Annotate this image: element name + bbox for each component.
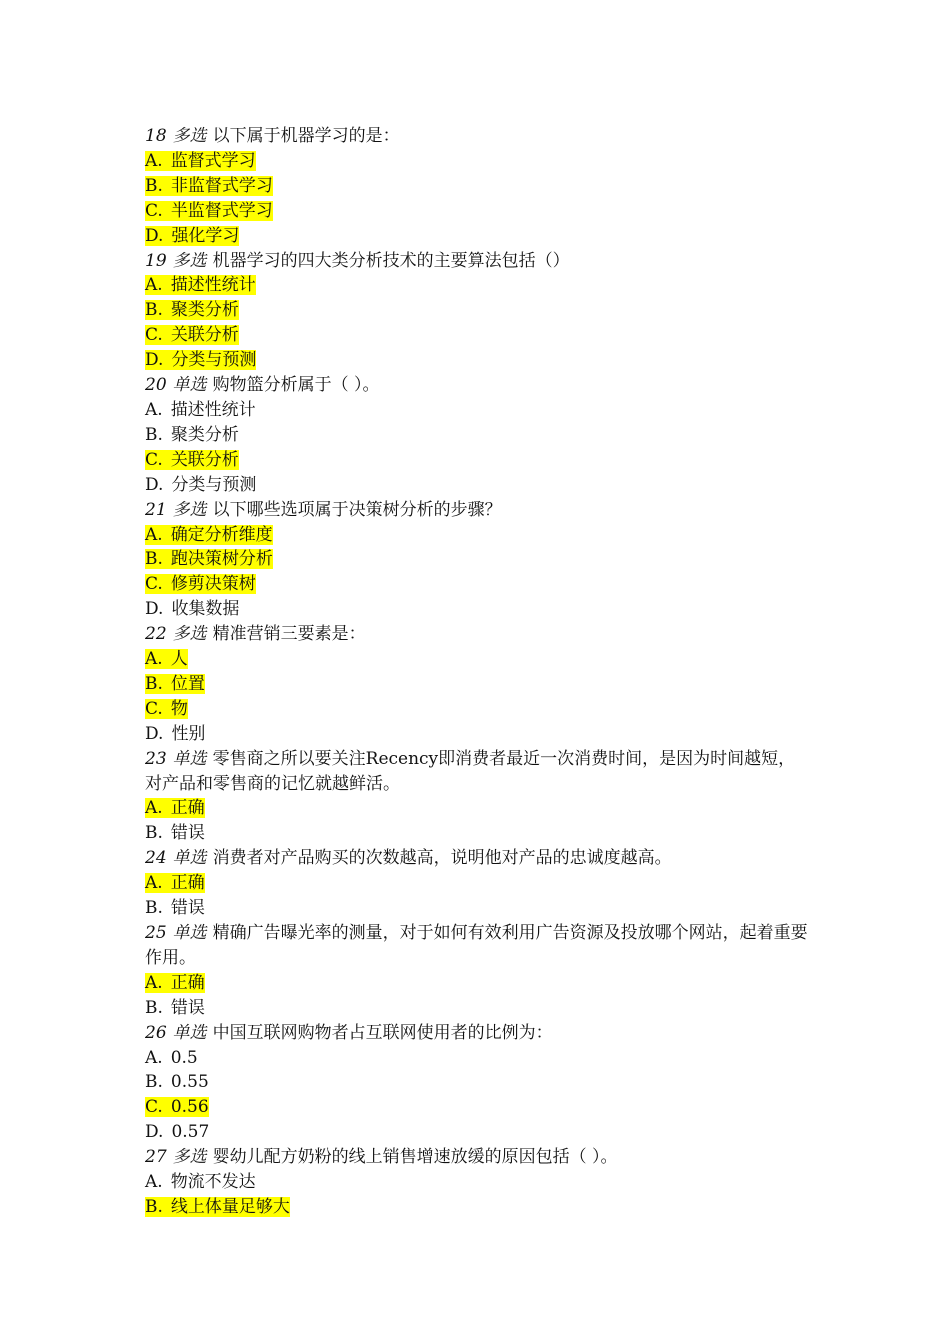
question-header [145, 1021, 810, 1046]
question-21 [145, 498, 825, 623]
question-text: 机器学习的四大类分析技术的主要算法包括（） [212, 250, 570, 271]
option-a: A. 正确 [145, 873, 205, 894]
question-20 [145, 373, 825, 498]
question-type: 单选 [172, 1022, 207, 1043]
option-d: D. 性别 [145, 723, 206, 744]
quiz-page [145, 124, 825, 1220]
option-a: A. 描述性统计 [145, 399, 256, 420]
question-header [145, 373, 810, 398]
question-18 [145, 124, 825, 249]
question-number: 27 [145, 1147, 167, 1168]
question-27 [145, 1145, 825, 1220]
question-text: 精准营销三要素是： [212, 624, 366, 645]
option-c: C. 关联分析 [145, 449, 239, 470]
question-text: 以下属于机器学习的是： [212, 126, 400, 146]
option-d: D. 收集数据 [145, 599, 240, 620]
question-type: 多选 [172, 126, 207, 146]
question-23 [145, 747, 825, 847]
question-26 [145, 1021, 825, 1146]
question-header [145, 846, 810, 871]
option-a: A. 正确 [145, 798, 205, 819]
question-number: 19 [145, 250, 167, 271]
option-b: B. 错误 [145, 823, 205, 844]
question-number: 20 [145, 375, 167, 396]
question-number: 25 [145, 923, 167, 943]
question-text: 精确广告曝光率的测量，对于如何有效利用广告资源及投放哪个网站，起着重要作用。 [145, 923, 808, 968]
question-25 [145, 921, 825, 1021]
option-a: A. 物流不发达 [145, 1172, 256, 1193]
question-text: 中国互联网购物者占互联网使用者的比例为： [212, 1022, 553, 1043]
question-number: 24 [145, 848, 167, 869]
option-b: B. 跑决策树分析 [145, 549, 273, 570]
question-number: 22 [145, 624, 167, 645]
option-a: A. 人 [145, 649, 188, 670]
question-header [145, 498, 810, 523]
option-b: B. 聚类分析 [145, 424, 239, 445]
question-number: 23 [145, 748, 167, 769]
option-d: D. 0.57 [145, 1122, 210, 1143]
question-22 [145, 622, 825, 747]
question-type: 单选 [172, 923, 207, 943]
option-d: D. 强化学习 [145, 225, 240, 246]
option-d: D. 分类与预测 [145, 350, 257, 371]
option-a: A. 正确 [145, 972, 205, 993]
question-text: 婴幼儿配方奶粉的线上销售增速放缓的原因包括（ ）。 [212, 1147, 618, 1168]
question-header [145, 1145, 810, 1170]
option-b: B. 错误 [145, 997, 205, 1018]
question-text: 消费者对产品购买的次数越高，说明他对产品的忠诚度越高。 [212, 848, 672, 869]
question-type: 多选 [172, 499, 207, 520]
option-b: B. 线上体量足够大 [145, 1196, 290, 1217]
option-c: C. 关联分析 [145, 325, 239, 346]
question-number: 21 [145, 499, 167, 520]
option-b: B. 0.55 [145, 1072, 209, 1093]
option-c: C. 0.56 [145, 1097, 209, 1118]
question-type: 多选 [172, 624, 207, 645]
question-19 [145, 249, 825, 374]
question-number: 18 [145, 126, 167, 146]
question-header [145, 622, 810, 647]
option-a: A. 确定分析维度 [145, 524, 273, 545]
question-text: 零售商之所以要关注Recency即消费者最近一次消费时间，是因为时间越短，对产品和零售商的记忆就越鲜活。 [145, 748, 796, 794]
question-header [145, 921, 810, 971]
question-type: 单选 [172, 748, 207, 769]
option-d: D. 分类与预测 [145, 474, 257, 495]
question-type: 多选 [172, 250, 207, 271]
question-type: 单选 [172, 375, 207, 396]
question-header [145, 747, 810, 797]
option-b: B. 错误 [145, 898, 205, 919]
option-b: B. 聚类分析 [145, 300, 239, 321]
option-c: C. 半监督式学习 [145, 200, 273, 221]
option-a: A. 监督式学习 [145, 150, 256, 171]
option-b: B. 位置 [145, 673, 205, 694]
question-24 [145, 846, 825, 921]
option-b: B. 非监督式学习 [145, 175, 273, 196]
question-type: 多选 [172, 1147, 207, 1168]
option-c: C. 修剪决策树 [145, 574, 256, 595]
question-header [145, 124, 810, 149]
option-a: A. 0.5 [145, 1047, 198, 1068]
question-header [145, 249, 810, 274]
option-c: C. 物 [145, 698, 188, 719]
question-text: 购物篮分析属于（ ）。 [212, 375, 380, 396]
question-type: 单选 [172, 848, 207, 869]
question-number: 26 [145, 1022, 167, 1043]
option-a: A. 描述性统计 [145, 275, 256, 296]
question-text: 以下哪些选项属于决策树分析的步骤？ [212, 499, 502, 520]
